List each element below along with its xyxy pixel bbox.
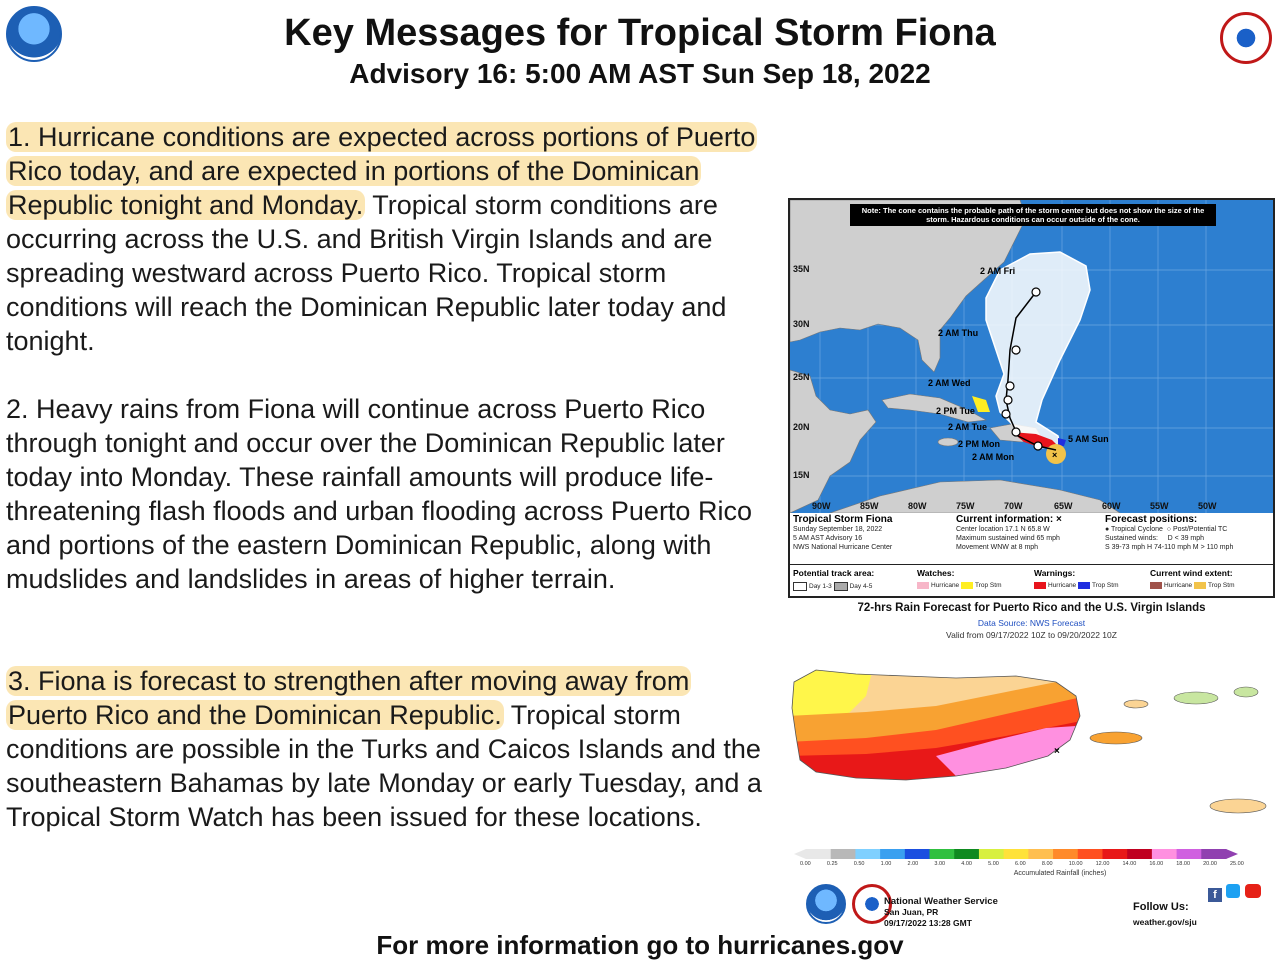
key-message-2-text: 2. Heavy rains from Fiona will continue across Puerto Rico through tonight and occur over the Dominican Republic later today into Monday. These rainfall amounts will produce life-threatening flash floods and urban flooding across Puerto Rico and portions of the eastern Dominican Republic, along with mudslides and landslides in areas of higher terrain. [6,394,752,594]
scale-swatch [855,849,880,859]
key-message-3 [6,664,776,834]
forecast-line2 [1105,534,1275,543]
storm-date: Sunday September 18, 2022 [793,526,883,533]
day13-label: Day 1-3 [809,583,832,591]
forecast-line3: S 39-73 mph H 74-110 mph M > 110 mph [1105,544,1234,551]
key-message-1-highlight: 1. Hurricane conditions are expected across portions of Puerto Rico today, and are expected in portions of the Dominican Republic tonight and Monday. [8,122,756,220]
nws-office-name: National Weather Service [884,896,998,907]
wind-extent-legend [1150,582,1235,589]
key-message-2 [6,392,776,596]
scale-tick-label: 3.00 [934,861,946,867]
scale-swatch [979,849,1004,859]
storm-name: Tropical Storm Fiona [793,514,893,525]
forecast-positions [1105,514,1275,552]
potential-track-head: Potential track area: [793,568,875,578]
scale-swatch [831,849,856,859]
current-info-head: Current information: × [956,514,1062,525]
scale-swatch [1078,849,1103,859]
scale-swatch [954,849,979,859]
rainfall-color-scale [794,846,1244,862]
scale-tick-label: 6.00 [1015,861,1026,867]
lon-65w: 65W [1054,501,1073,511]
scale-swatch [1028,849,1053,859]
page-title: Key Messages for Tropical Storm Fiona [284,12,996,54]
advisory-subtitle: Advisory 16: 5:00 AM AST Sun Sep 18, 2022 [349,58,931,89]
warnings-legend [1034,582,1119,589]
scale-swatch [1127,849,1152,859]
lat-25n: 25N [793,372,810,382]
twitter-icon[interactable] [1226,884,1240,898]
lon-85w: 85W [860,501,879,511]
current-wind: Maximum sustained wind 65 mph [956,535,1060,542]
culebra-vieques [1090,732,1142,744]
current-info-label: Current information: [956,514,1054,525]
cone-note: Note: The cone contains the probable path of the storm center but does not show the size of the storm. Hazardous conditions can occur outside of the cone. [850,204,1216,226]
potential-track-days [793,582,872,591]
scale-swatch [1004,849,1029,859]
scale-swatch [1177,849,1202,859]
warnings-head: Warnings: [1034,568,1076,578]
scale-tick-label: 0.25 [826,861,838,867]
scale-tick-label: 2.00 [907,861,919,867]
current-movement: Movement WNW at 8 mph [956,544,1039,551]
rain-map [786,656,1278,836]
track-map-area [790,200,1273,513]
forecast-sustained: Sustained winds: [1105,535,1158,542]
scale-swatch [1102,849,1127,859]
forecast-ptc: Post/Potential TC [1172,526,1228,533]
facebook-icon[interactable]: f [1208,888,1222,902]
footer-link-text: For more information go to hurricanes.gov [376,930,904,960]
day45-label: Day 4-5 [849,583,873,591]
scale-tick-label: 18.00 [1176,861,1191,867]
lat-15n: 15N [793,470,810,480]
nws-office-location: San Juan, PR [884,907,939,917]
scale-tick-label: 25.00 [1230,861,1244,867]
scale-tick-label: 14.00 [1122,861,1137,867]
scale-tick-label: 5.00 [988,861,999,867]
key-message-1-text: Tropical storm conditions are occurring across the U.S. and British Virgin Islands and are spreading westward across Puerto Rico. Tropical storm conditions will reach the Dominican Republic later today and tonight. [6,190,727,356]
lat-30n: 30N [793,319,810,329]
lon-50w: 50W [1198,501,1217,511]
wind-extent-head: Current wind extent: [1150,568,1233,578]
scale-swatch [806,849,831,859]
lon-75w: 75W [956,501,975,511]
forecast-cone [986,252,1090,448]
follow-us-label: Follow Us: [1133,901,1189,913]
current-position-x: × [1052,450,1058,460]
scale-tick-label: 20.00 [1203,861,1217,867]
noaa-logo-small [806,884,846,924]
lon-55w: 55W [1150,501,1169,511]
puerto-rico-rain-bands [786,656,1086,786]
rain-valid-time: Valid from 09/17/2022 10Z to 09/20/2022 10Z [946,630,1117,640]
virgin-islands [1174,692,1218,704]
wind-ts-label: Trop Stm [1208,582,1235,590]
storm-info [793,514,953,552]
scale-swatch [905,849,930,859]
storm-advisory: 5 AM AST Advisory 16 [793,535,863,542]
lon-70w: 70W [1004,501,1023,511]
scale-tick-label: 0.50 [853,861,865,867]
scale-tick-label: 4.00 [961,861,972,867]
nws-issue-date: 09/17/2022 13:28 GMT [884,918,972,928]
forecast-tc: Tropical Cyclone [1111,526,1163,533]
lat-20n: 20N [793,422,810,432]
follow-us-url[interactable]: weather.gov/sju [1133,917,1197,927]
youtube-icon[interactable] [1245,884,1261,898]
track-forecast-map [788,198,1275,598]
storm-center: NWS National Hurricane Center [793,544,893,551]
label-2am-thu: 2 AM Thu [938,328,979,338]
key-message-3-text: Tropical storm conditions are possible in the Turks and Caicos Islands and the southeastern Bahamas by late Monday or early Tuesday, and a Tropical Storm Watch has been issued for these locations. [6,700,762,832]
scale-tick-label: 1.00 [880,861,892,867]
watches-legend [917,582,1002,589]
scale-swatch [930,849,955,859]
wind-hurricane-label: Hurricane [1164,582,1193,590]
scale-swatch [1201,849,1226,859]
lon-60w: 60W [1102,501,1121,511]
lat-35n: 35N [793,264,810,274]
label-2pm-tue: 2 PM Tue [936,406,975,416]
scale-tick-label: 0.00 [800,861,811,867]
watch-ts-label: Trop Stm [975,582,1002,590]
label-2am-fri: 2 AM Fri [980,266,1016,276]
label-2am-mon: 2 AM Mon [972,452,1015,462]
forecast-head: Forecast positions: [1105,514,1198,525]
scale-tick-label: 8.00 [1041,861,1053,867]
lon-90w: 90W [812,501,831,511]
label-5am-sun: 5 AM Sun [1068,434,1109,444]
scale-arrow-left [794,849,806,859]
st-croix [1210,799,1266,813]
forecast-d: D < 39 mph [1167,535,1205,542]
scale-swatch [1152,849,1177,859]
current-location: Center location 17.1 N 65.8 W [956,526,1050,533]
scale-tick-label: 16.00 [1149,861,1164,867]
rain-data-source: Data Source: NWS Forecast [977,618,1086,628]
forecast-line1: ● Tropical Cyclone ○ Post/Potential TC [1105,526,1228,533]
warning-ts-label: Trop Stm [1092,582,1119,590]
scale-tick-label: 12.00 [1095,861,1110,867]
scale-arrow-right [1226,849,1238,859]
map-legend [790,564,1273,597]
mexico-landmass [790,370,876,513]
watch-hurricane-label: Hurricane [931,582,960,590]
scale-swatch [1053,849,1078,859]
map-graphic [790,200,1273,513]
key-message-3-highlight: 3. Fiona is forecast to strengthen after moving away from Puerto Rico and the Dominican Republic. [8,666,690,730]
scale-swatch [880,849,905,859]
jamaica [938,438,958,446]
key-message-1 [6,120,776,358]
rainfall-scale-label: Accumulated Rainfall (inches) [1013,870,1107,877]
rain-forecast-title: 72-hrs Rain Forecast for Puerto Rico and the U.S. Virgin Islands [857,602,1206,614]
label-2am-tue: 2 AM Tue [948,422,988,432]
lon-80w: 80W [908,501,927,511]
watches-head: Watches: [917,568,955,578]
storm-center-marker: × [1054,746,1060,757]
scale-tick-label: 10.00 [1068,861,1083,867]
label-2am-wed: 2 AM Wed [928,378,971,388]
label-2pm-mon: 2 PM Mon [958,439,1000,449]
warning-hurricane-label: Hurricane [1048,582,1077,590]
social-icons [1208,884,1261,903]
current-info [956,514,1106,552]
